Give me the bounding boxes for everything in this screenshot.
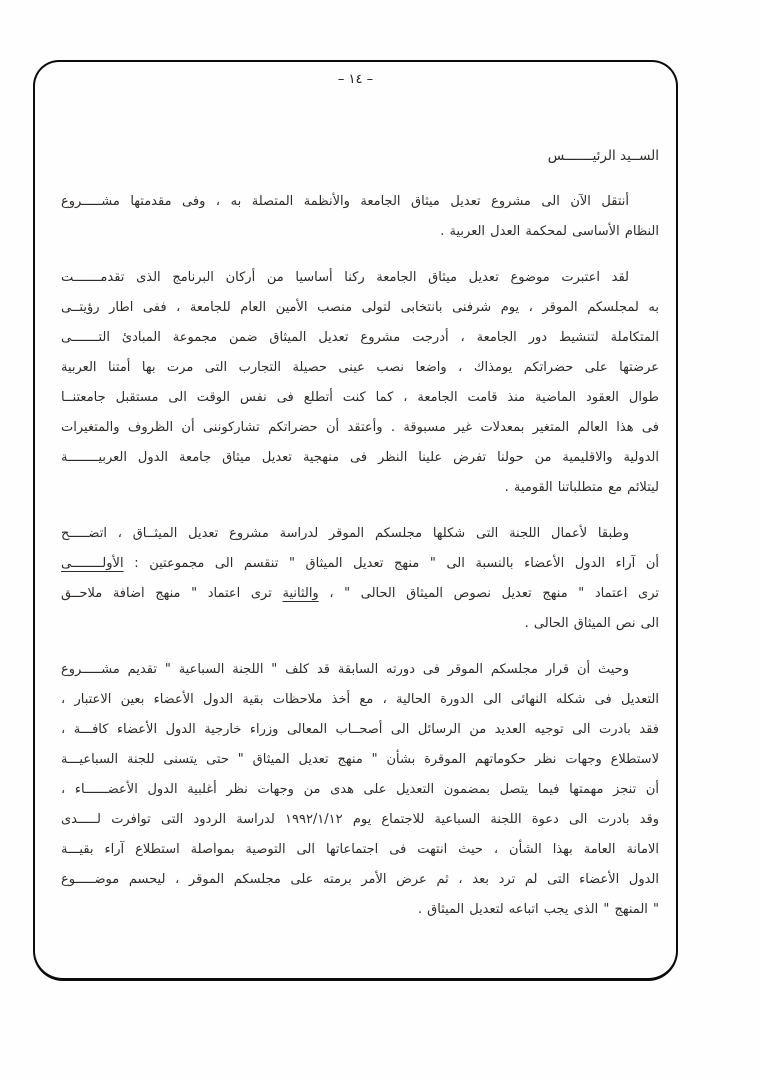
text-line (61, 217, 659, 247)
text-line (61, 263, 659, 293)
text-segment: الامانة العامة بهذا الشأن ، حيث انتهت فى اجتماعاتها الى التوصية بمواصلة استطلاع آراء بقيـــة (61, 842, 659, 857)
text-line (61, 685, 659, 715)
text-segment: ترى اعتماد " منهج تعديل نصوص الميثاق الحالى " ، (318, 586, 659, 601)
text-line (61, 323, 659, 353)
text-segment: عرضتها على حضراتكم يومذاك ، واضعا نصب عينى حصيلة التجارب التى مرت بها أمتنا العربية (61, 360, 659, 375)
text-segment: المتكاملة لتنشيط دور الجامعة ، أدرجت مشروع تعديل الميثاق ضمن مجموعة المبادئ التـــــــى (61, 330, 659, 345)
text-segment: لاستطلاع وجهات نظر حكوماتهم الموقرة بشأن " منهج تعديل الميثاق " حتى يتسنى للجنة السباعيـــة (61, 752, 659, 767)
paragraph (61, 519, 659, 639)
text-line (61, 609, 659, 639)
text-line (61, 805, 659, 835)
text-line (61, 895, 659, 925)
text-line (61, 187, 659, 217)
text-line (61, 413, 659, 443)
text-segment: الدول الأعضاء التى لم ترد بعد ، ثم عرض الأمر برمته على مجلسكم الموقر ، ليحسم موضـــــوع (61, 872, 659, 887)
text-line (61, 579, 659, 609)
text-segment: وطبقا لأعمال اللجنة التى شكلها مجلسكم الموقر لدراسة مشروع تعديل الميثــاق ، اتضـــــح (61, 526, 629, 541)
text-segment: فقد بادرت الى توجيه العديد من الرسائل الى أصحــاب المعالى وزراء خارجية الدول الأعضاء كافـــة ، (61, 722, 659, 737)
text-segment: به لمجلسكم الموقر ، يوم شرفنى بانتخابى لتولى منصب الأمين العام للجامعة ، ففى اطار رؤيتــى (61, 300, 659, 315)
salutation-heading: الســيد الرئيـــــــس (547, 148, 659, 164)
text-segment: طوال العقود الماضية منذ قامت الجامعة ، كما كنت أتطلع فى نفس الوقت الى مستقبل جامعتنــا (61, 390, 659, 405)
text-segment: ليتلائم مع متطلباتنا القومية . (504, 480, 659, 495)
text-segment: النظام الأساسى لمحكمة العدل العربية . (440, 224, 659, 239)
document-body (61, 187, 659, 925)
page-number: – ١٤ – (337, 72, 374, 87)
text-segment: ترى اعتماد " منهج اضافة ملاحــق (61, 586, 283, 601)
text-line (61, 745, 659, 775)
text-line (61, 519, 659, 549)
text-segment: التعديل فى شكله النهائى الى الدورة الحالية ، مع أخذ ملاحظات بقية الدول الأعضاء بعين الاعتبار ، (61, 692, 659, 707)
paragraph (61, 655, 659, 925)
text-segment: الدولية والاقليمية من حولنا تفرض علينا النظر فى منهجية تعديل ميثاق جامعة الدول العربيــــــــة (61, 450, 659, 465)
text-line (61, 473, 659, 503)
underlined-term: الأولــــــــى (61, 556, 124, 571)
text-line (61, 353, 659, 383)
text-line (61, 655, 659, 685)
text-line (61, 549, 659, 579)
text-segment: فى هذا العالم المتغير بمعدلات غير مسبوقة . وأعتقد أن حضراتكم تشاركوننى أن الظروف والمتغيرات (61, 420, 659, 435)
text-segment: الى نص الميثاق الحالى . (524, 616, 659, 631)
text-segment: أنتقل الآن الى مشروع تعديل ميثاق الجامعة والأنظمة المتصلة به ، وفى مقدمتها مشـــــروع (61, 194, 629, 209)
paragraph (61, 187, 659, 247)
text-line (61, 775, 659, 805)
text-line (61, 443, 659, 473)
text-segment: لقد اعتبرت موضوع تعديل ميثاق الجامعة ركنا أساسيا من أركان البرنامج الذى تقدمـــــــت (61, 270, 629, 285)
text-segment: وحيث أن قرار مجلسكم الموقر فى دورته السابقة قد كلف " اللجنة السباعية " تقديم مشـــــروع (61, 662, 629, 677)
text-segment: وقد بادرت الى دعوة اللجنة السباعية للاجتماع يوم ١٩٩٢/١/١٢ لدراسة الردود التى توافرت لـــــدى (61, 812, 659, 827)
paragraph (61, 263, 659, 503)
text-line (61, 293, 659, 323)
text-line (61, 835, 659, 865)
underlined-term: والثانية (282, 586, 319, 601)
text-segment: أن آراء الدول الأعضاء بالنسبة الى " منهج تعديل الميثاق " تنقسم الى مجموعتين : (123, 556, 659, 571)
text-segment: " المنهج " الذى يجب اتباعه لتعديل الميثاق . (417, 902, 659, 917)
text-line (61, 383, 659, 413)
text-segment: أن تنجز مهمتها فيما يتصل بمضمون التعديل على هدى من وجهات نظر أغلبية الدول الأعضــــــاء ، (61, 782, 659, 797)
page-border (33, 60, 678, 981)
text-line (61, 865, 659, 895)
text-line (61, 715, 659, 745)
document-content (35, 141, 676, 925)
